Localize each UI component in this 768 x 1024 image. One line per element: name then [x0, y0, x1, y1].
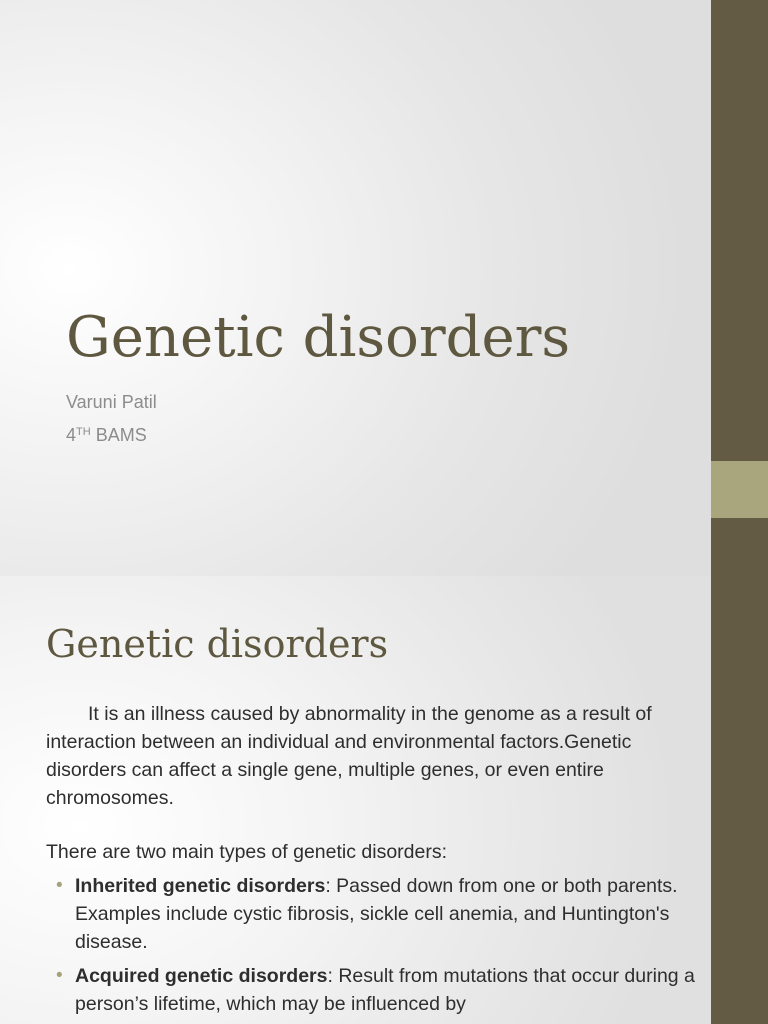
bullet-dot-icon: •	[56, 875, 63, 896]
content-slide	[0, 576, 711, 1024]
side-accent-block	[711, 461, 768, 518]
bullet-text: : Passed down from one or both parents. Examples include cystic fibrosis, sickle cell anemia, and Huntington's disease.	[75, 875, 678, 953]
intro-paragraph: It is an illness caused by abnormality in the genome as a result of interaction between an individual and environmental factors.Genetic disorders can affect a single gene, multiple genes, or even entire chromosomes.	[46, 703, 652, 809]
course-number: 4	[66, 425, 77, 445]
bullet-dot-icon: •	[56, 965, 63, 986]
slide-title: Genetic disorders	[66, 305, 571, 370]
bullet-text: : Result from mutations that occur during a person’s lifetime, which may be influenced by	[75, 965, 695, 1015]
course-superscript: TH	[76, 426, 91, 438]
content-body	[46, 700, 706, 1024]
course-label	[66, 420, 147, 447]
bullet-term: Acquired genetic disorders	[75, 965, 328, 987]
bullet-list	[46, 872, 706, 1018]
bullet-term: Inherited genetic disorders	[75, 875, 326, 897]
course-name: BAMS	[90, 425, 147, 445]
bullet-item-inherited	[46, 872, 706, 956]
types-lead-text: There are two main types of genetic disorders:	[46, 841, 448, 863]
content-slide-title: Genetic disorders	[46, 622, 389, 666]
bullet-item-acquired	[46, 962, 706, 1018]
author-name: Varuni Patil	[66, 392, 157, 412]
